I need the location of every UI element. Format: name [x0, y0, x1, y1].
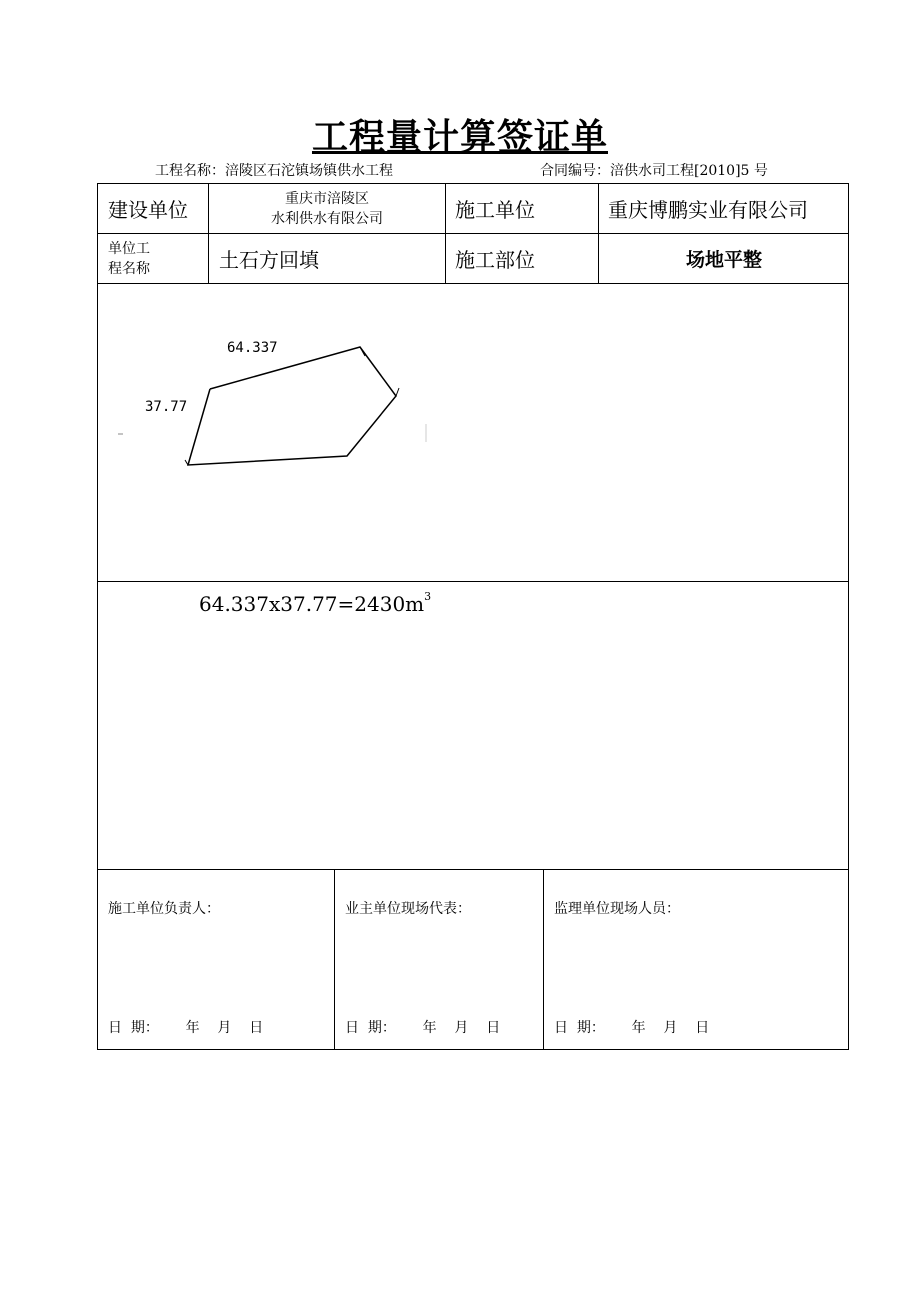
- left-edge-label: 37.77: [145, 399, 188, 415]
- unit-project-value: 土石方回填: [219, 248, 319, 272]
- unit-label-line2: 程名称: [108, 260, 150, 277]
- client-value: [209, 184, 445, 233]
- contractor-value: 重庆博鹏实业有限公司: [608, 198, 808, 222]
- row-divider: [98, 869, 848, 870]
- location-label: 施工部位: [455, 248, 535, 272]
- calculation-formula: [199, 592, 431, 616]
- edge-tick: [185, 460, 188, 465]
- column-divider: [445, 184, 446, 283]
- top-edge-label: 64.337: [227, 340, 278, 356]
- document-title: 工程量计算签证单: [311, 116, 608, 158]
- unit-superscript: 3: [424, 590, 432, 603]
- client-label: 建设单位: [108, 198, 188, 222]
- contract-number: 合同编号：涪供水司工程[2010]5 号: [540, 163, 768, 179]
- owner-signature-label: 业主单位现场代表：: [345, 901, 471, 917]
- site-outline: [188, 347, 396, 465]
- client-name-line2: 水利供水有限公司: [271, 210, 383, 227]
- owner-date: 日 期： 年 月 日: [345, 1020, 501, 1036]
- contractor-label: 施工单位: [455, 198, 535, 222]
- row-divider: [98, 581, 848, 582]
- column-divider: [543, 869, 544, 1050]
- project-name: 工程名称：涪陵区石沱镇场镇供水工程: [155, 163, 393, 179]
- contractor-signature-label: 施工单位负责人：: [108, 901, 220, 917]
- supervisor-date: 日 期： 年 月 日: [554, 1020, 710, 1036]
- supervisor-signature-label: 监理单位现场人员：: [554, 901, 680, 917]
- certificate-table: [97, 183, 849, 1050]
- client-name-line1: 重庆市涪陵区: [285, 190, 369, 207]
- contractor-date: 日 期： 年 月 日: [108, 1020, 264, 1036]
- site-sketch: [98, 284, 848, 581]
- edge-tick: [396, 388, 399, 396]
- column-divider: [334, 869, 335, 1050]
- formula-text: 64.337x37.77=2430m: [199, 592, 425, 616]
- edge-tick: [360, 347, 365, 356]
- unit-label-line1: 单位工: [108, 240, 150, 257]
- unit-project-label: [108, 234, 208, 283]
- location-value: 场地平整: [685, 249, 762, 271]
